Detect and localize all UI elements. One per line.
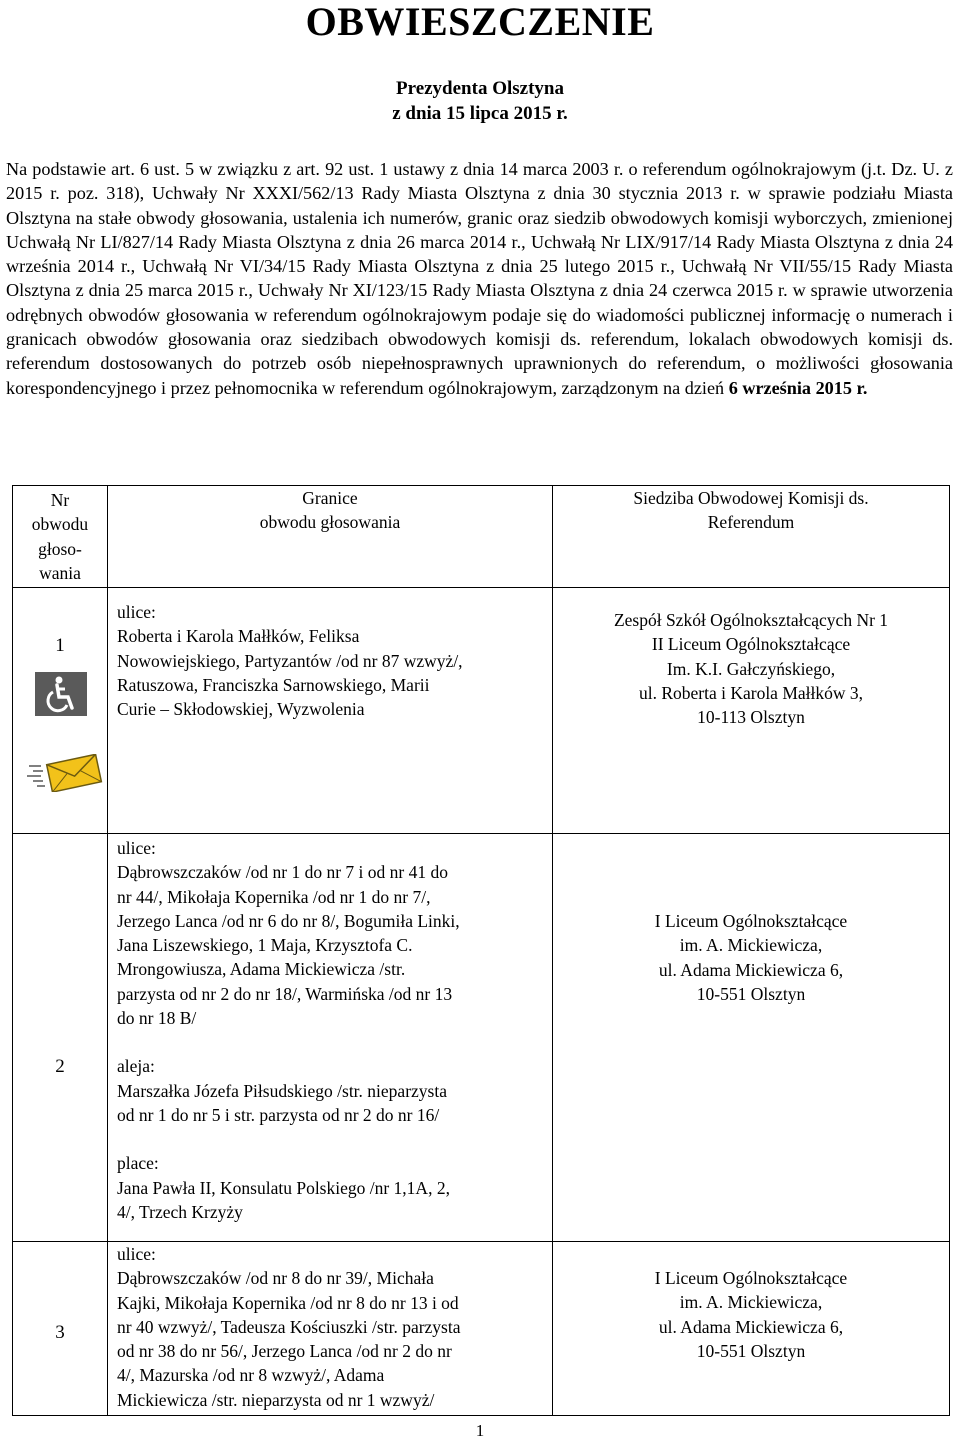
boundary-line: Dąbrowszczaków /od nr 8 do nr 39/, Michała: [117, 1268, 434, 1289]
seat-line: I Liceum Ogólnokształcące: [654, 911, 848, 931]
boundary-line: ulice:: [117, 602, 156, 622]
district-number-cell: [13, 588, 108, 834]
header-line: Referendum: [707, 512, 795, 533]
seat-line: Zespół Szkół Ogólnokształcących Nr 1: [613, 610, 889, 630]
district-boundaries-cell: [108, 834, 553, 1242]
boundary-line: aleja:: [117, 1056, 155, 1077]
districts-table: [12, 485, 950, 1416]
boundary-line: place:: [117, 1153, 159, 1174]
page-number: 1: [475, 1421, 485, 1440]
seat-line: ul. Adama Mickiewicza 6,: [658, 959, 844, 980]
seat-line: im. A. Mickiewicza,: [679, 1292, 823, 1313]
boundary-line: ulice:: [117, 838, 156, 858]
seat-line: im. A. Mickiewicza,: [679, 935, 823, 956]
document-title: OBWIESZCZENIE: [305, 0, 655, 44]
commission-seat-cell: [553, 1242, 950, 1416]
subtitle-line: z dnia 15 lipca 2015 r.: [392, 103, 568, 124]
header-line: obwodu: [31, 514, 89, 535]
district-number: 3: [55, 1322, 65, 1344]
boundary-line: Jerzego Lanca /od nr 6 do nr 8/, Bogumiła Linki,: [117, 910, 460, 931]
seat-line: I Liceum Ogólnokształcące: [654, 1268, 848, 1288]
seat-line: 10-551 Olsztyn: [696, 1340, 806, 1361]
seat-line: Im. K.I. Gałczyńskiego,: [666, 658, 836, 679]
boundary-line: Nowowiejskiego, Partyzantów /od nr 87 wzwyż/,: [117, 650, 463, 671]
header-line: Siedziba Obwodowej Komisji ds.: [633, 488, 869, 508]
district-number: 1: [55, 635, 65, 656]
district-boundaries-cell: [108, 588, 553, 834]
boundary-line: Kajki, Mikołaja Kopernika /od nr 8 do nr 13 i od: [117, 1292, 459, 1313]
seat-line: 10-551 Olsztyn: [696, 983, 806, 1004]
intro-paragraph: [6, 157, 953, 400]
header-line: Nr: [50, 490, 70, 510]
boundary-line: Curie – Skłodowskiej, Wyzwolenia: [117, 699, 365, 720]
seat-line: 10-113 Olsztyn: [697, 707, 805, 728]
boundary-line: Marszałka Józefa Piłsudskiego /str. nieparzysta: [117, 1080, 447, 1101]
table-row: [13, 588, 950, 834]
header-commission-seat: [553, 486, 950, 588]
header-line: obwodu głosowania: [259, 512, 401, 533]
header-line: głoso-: [38, 538, 82, 559]
district-number: 2: [55, 1056, 65, 1078]
boundary-line: Jana Pawła II, Konsulatu Polskiego /nr 1,1A, 2,: [117, 1177, 450, 1198]
header-line: Granice: [302, 488, 358, 508]
seat-line: ul. Roberta i Karola Małłków 3,: [638, 682, 864, 703]
boundary-line: 4/, Trzech Krzyży: [117, 1201, 243, 1222]
spacer: [117, 1030, 552, 1054]
table-header-row: [13, 486, 950, 588]
document-subtitle: [0, 76, 960, 126]
boundary-line: 4/, Mazurska /od nr 8 wzwyż/, Adama: [117, 1365, 385, 1386]
boundary-line: Dąbrowszczaków /od nr 1 do nr 7 i od nr 41 do: [117, 862, 448, 883]
boundary-line: od nr 38 do nr 56/, Jerzego Lanca /od nr 2 do nr: [117, 1341, 452, 1362]
table-row: [13, 834, 950, 1242]
boundary-line: Roberta i Karola Małłków, Feliksa: [117, 626, 360, 647]
header-line: wania: [39, 562, 81, 583]
table-row: [13, 1242, 950, 1416]
seat-line: ul. Adama Mickiewicza 6,: [658, 1316, 844, 1337]
boundary-line: ulice:: [117, 1244, 156, 1264]
boundary-line: Ratuszowa, Franciszka Sarnowskiego, Marii: [117, 674, 430, 695]
header-boundaries: [108, 486, 553, 588]
boundary-line: parzysta od nr 2 do nr 18/, Warmińska /od nr 13: [117, 983, 453, 1004]
boundary-line: Mickiewicza /str. nieparzysta od nr 1 wzwyż/: [117, 1389, 435, 1410]
district-number-cell: [13, 834, 108, 1242]
boundary-line: do nr 18 B/: [117, 1008, 197, 1029]
district-number-cell: [13, 1242, 108, 1416]
spacer: [117, 1127, 552, 1151]
commission-seat-cell: [553, 588, 950, 834]
boundary-line: od nr 1 do nr 5 i str. parzysta od nr 2 do nr 16/: [117, 1104, 440, 1125]
wheelchair-accessible-icon: [35, 672, 87, 716]
referendum-date: 6 września 2015 r.: [728, 377, 868, 398]
boundary-line: Mrongowiusza, Adama Mickiewicza /str.: [117, 959, 406, 980]
district-boundaries-cell: [108, 1242, 553, 1416]
boundary-line: Jana Liszewskiego, 1 Maja, Krzysztofa C.: [117, 935, 413, 956]
seat-line: II Liceum Ogólnokształcące: [651, 634, 851, 655]
intro-text: Na podstawie art. 6 ust. 5 w związku z art. 92 ust. 1 ustawy z dnia 14 marca 2003 r. o referendum ogólnokrajowym (j.t. Dz. U. z 2015 r. poz. 318), Uchwały Nr XXXI/562/13 Rady Miasta Olsztyna z dnia 30 stycznia 2013 r. w sprawie podziału Miasta Olsztyna na stałe obwody głosowania, ustalenia ich numerów, granic oraz siedzib obwodowych komisji wyborczych, zmienionej Uchwałą Nr LI/827/14 Rady Miasta Olsztyna z dnia 26 marca 2014 r., Uchwałą Nr LIX/917/14 Rady Miasta Olsztyna z dnia 24 września 2014 r., Uchwałą Nr VI/34/15 Rady Miasta Olsztyna z dnia 25 lutego 2015 r., Uchwałą Nr VII/55/15 Rady Miasta Olsztyna z dnia 25 marca 2015 r., Uchwały Nr XI/123/15 Rady Miasta Olsztyna z dnia 24 czerwca 2015 r. w sprawie utworzenia odrębnych obwodów głosowania w referendum ogólnokrajowym podaje się do wiadomości publicznej informację o numerach i granicach obwodów głosowania oraz siedzibach obwodowych komisji ds. referendum, lokalach obwodowych komisji ds. referendum dostosowanych do potrzeb osób niepełnosprawnych uprawnionych do referendum, o możliwości głosowania korespondencyjnego i przez pełnomocnika w referendum ogólnokrajowym, zarządzonym na dzień: [6, 159, 953, 398]
commission-seat-cell: [553, 834, 950, 1242]
boundary-line: nr 44/, Mikołaja Kopernika /od nr 1 do nr 7/,: [117, 886, 431, 907]
header-district-number: [13, 486, 108, 588]
subtitle-line: Prezydenta Olsztyna: [396, 78, 564, 99]
boundary-line: nr 40 wzwyż/, Tadeusza Kościuszki /str. parzysta: [117, 1316, 461, 1337]
correspondence-voting-mail-icon: [27, 754, 105, 792]
